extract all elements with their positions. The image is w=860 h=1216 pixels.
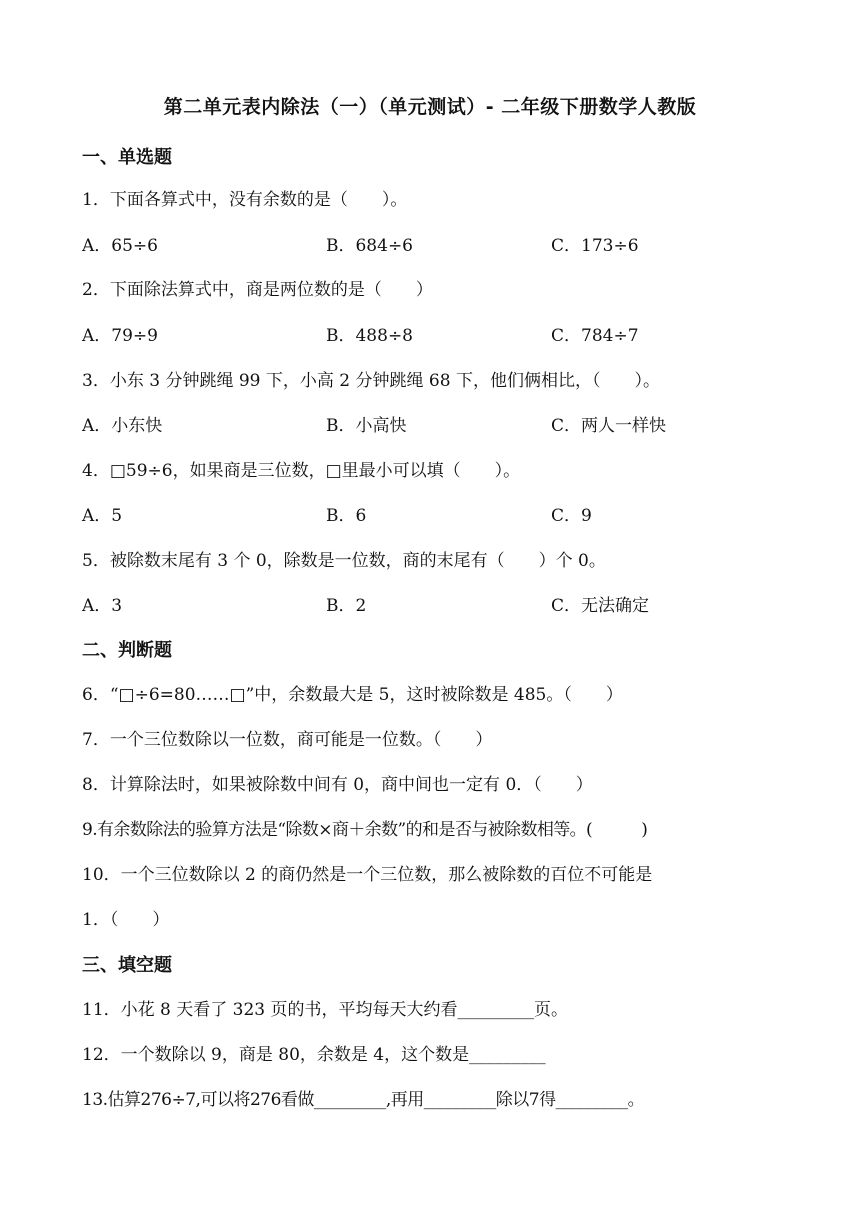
q5-option-b: B．2 bbox=[326, 596, 367, 616]
question-10-line-1: 10．一个三位数除以 2 的商仍然是一个三位数，那么被除数的百位不可能是 bbox=[82, 865, 653, 885]
question-9: 9.有余数除法的验算方法是“除数×商＋余数”的和是否与被除数相等。( ) bbox=[82, 820, 648, 840]
question-13: 13.估算276÷7,可以将276看做_________,再用_________除以7得_________。 bbox=[82, 1090, 645, 1110]
q5-option-a: A．3 bbox=[82, 596, 123, 616]
q4-option-b: B．6 bbox=[326, 506, 367, 526]
question-12: 12．一个数除以 9，商是 80，余数是 4，这个数是_________ bbox=[82, 1045, 546, 1065]
question-11: 11．小花 8 天看了 323 页的书，平均每天大约看_________页。 bbox=[82, 1000, 569, 1020]
q2-option-b: B．488÷8 bbox=[326, 326, 414, 346]
q3-option-c: C．两人一样快 bbox=[551, 416, 667, 436]
question-3: 3．小东 3 分钟跳绳 99 下，小高 2 分钟跳绳 68 下，他们俩相比，（ ）。 bbox=[82, 371, 660, 391]
question-6: 6．“□÷6=80……□”中，余数最大是 5，这时被除数是 485。（ ） bbox=[82, 685, 623, 705]
q1-option-b: B．684÷6 bbox=[326, 236, 414, 256]
q3-option-a: A．小东快 bbox=[82, 416, 163, 436]
q3-option-b: B．小高快 bbox=[326, 416, 407, 436]
q1-option-a: A．65÷6 bbox=[82, 236, 158, 256]
section-heading-single-choice: 一、单选题 bbox=[82, 147, 172, 168]
section-heading-fill-blank: 三、填空题 bbox=[82, 955, 172, 976]
question-7: 7．一个三位数除以一位数，商可能是一位数。（ ） bbox=[82, 730, 493, 750]
section-heading-true-false: 二、判断题 bbox=[82, 640, 172, 661]
page-title: 第二单元表内除法（一）（单元测试）- 二年级下册数学人教版 bbox=[163, 96, 697, 118]
q5-option-c: C．无法确定 bbox=[551, 596, 650, 616]
question-5: 5．被除数末尾有 3 个 0，除数是一位数，商的末尾有（ ）个 0。 bbox=[82, 551, 606, 571]
q4-option-a: A．5 bbox=[82, 506, 123, 526]
question-10-line-2: 1．（ ） bbox=[82, 910, 170, 930]
question-4: 4．□59÷6，如果商是三位数，□里最小可以填（ ）。 bbox=[82, 461, 521, 481]
question-1: 1．下面各算式中，没有余数的是（ ）。 bbox=[82, 190, 408, 210]
question-8: 8．计算除法时，如果被除数中间有 0，商中间也一定有 0．（ ） bbox=[82, 775, 593, 795]
q2-option-c: C．784÷7 bbox=[551, 326, 639, 346]
question-2: 2．下面除法算式中，商是两位数的是（ ） bbox=[82, 280, 433, 300]
q2-option-a: A．79÷9 bbox=[82, 326, 158, 346]
q1-option-c: C．173÷6 bbox=[551, 236, 639, 256]
q4-option-c: C．9 bbox=[551, 506, 592, 526]
